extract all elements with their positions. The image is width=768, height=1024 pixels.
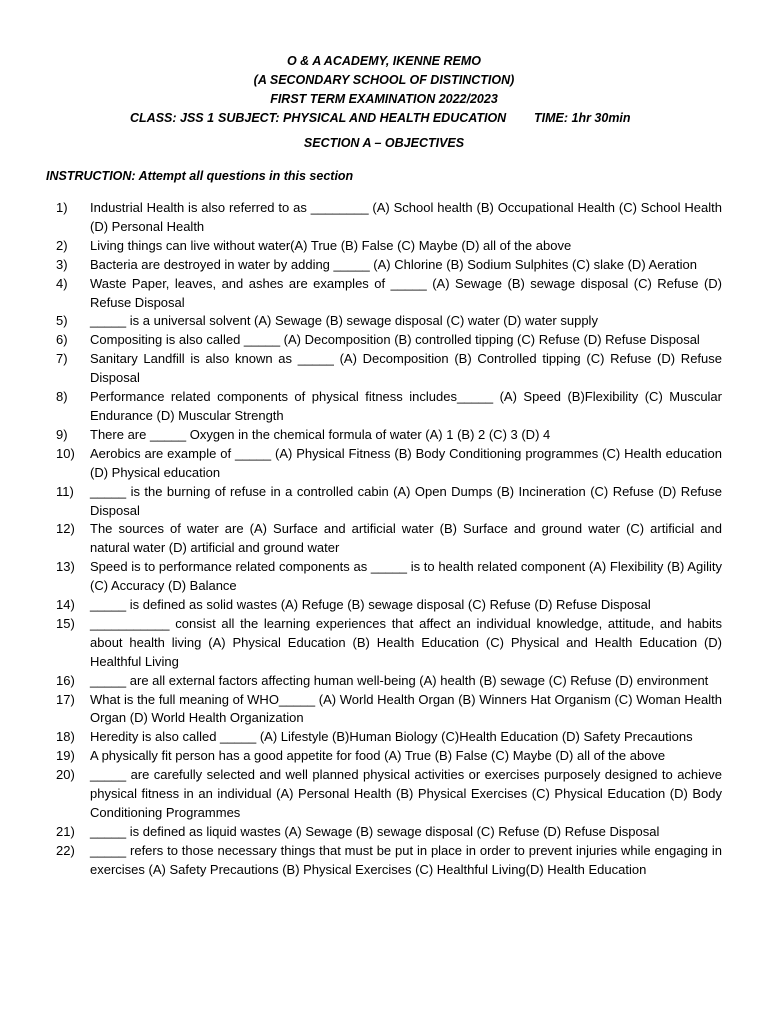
exam-header <box>0 52 768 128</box>
question-text: Sanitary Landfill is also known as _____ (A) Decomposition (B) Controlled tipping (C) Refuse (D) Refuse Disposal <box>90 351 722 386</box>
question-number: 12) <box>56 521 75 537</box>
question-text: Performance related components of physical fitness includes_____ (A) Speed (B)Flexibility (C) Muscular Endurance (D) Muscular Strength <box>90 389 722 423</box>
question-text: Heredity is also called _____ (A) Lifestyle (B)Human Biology (C)Health Education (D) Safety Precautions <box>90 729 693 745</box>
question-number: 4) <box>56 275 68 291</box>
question-text: Bacteria are destroyed in water by adding _____ (A) Chlorine (B) Sodium Sulphites (C) slake (D) Aeration <box>90 256 697 272</box>
question-item <box>56 558 722 596</box>
question-text: Living things can live without water(A) True (B) False (C) Maybe (D) all of the above <box>90 237 572 253</box>
question-number: 13) <box>56 559 75 575</box>
question-text: Industrial Health is also referred to as ________ (A) School health (B) Occupational Health (C) School Health (D) Personal Health <box>90 200 722 234</box>
question-number: 11) <box>56 483 74 499</box>
subject-label: SUBJECT: PHYSICAL AND HEALTH EDUCATION <box>218 111 507 125</box>
question-text: _____ is defined as liquid wastes (A) Sewage (B) sewage disposal (C) Refuse (D) Refuse Disposal <box>90 823 660 839</box>
question-number: 20) <box>56 767 75 783</box>
question-text: The sources of water are (A) Surface and artificial water (B) Surface and ground water (C) artificial and natural water (D) artificial and ground water <box>90 521 722 556</box>
question-number: 14) <box>56 597 75 613</box>
question-text: _____ is defined as solid wastes (A) Refuge (B) sewage disposal (C) Refuse (D) Refuse Disposal <box>90 597 651 613</box>
question-item <box>56 312 722 331</box>
instruction: INSTRUCTION: Attempt all questions in this section <box>46 169 354 183</box>
question-number: 15) <box>56 615 75 631</box>
question-number: 2) <box>56 237 68 253</box>
question-text: Aerobics are example of _____ (A) Physical Fitness (B) Body Conditioning programmes (C) Health education (D) Physical education <box>90 445 722 480</box>
question-text: What is the full meaning of WHO_____ (A) World Health Organ (B) Winners Hat Organism (C) Woman Health Organ (D) World Health Organization <box>90 691 722 726</box>
question-text: ___________ consist all the learning experiences that affect an individual knowledge, attitude, and habits about health living (A) Physical Education (B) Health Education (C) Physical and Health Education (D) Healthful Living <box>90 615 722 669</box>
question-number: 22) <box>56 842 75 858</box>
question-item <box>56 237 722 256</box>
question-item <box>56 672 722 691</box>
school-motto: (A SECONDARY SCHOOL OF DISTINCTION) <box>253 73 515 87</box>
question-item <box>56 728 722 747</box>
question-item <box>56 388 722 426</box>
exam-title: FIRST TERM EXAMINATION 2022/2023 <box>270 92 498 106</box>
question-item <box>56 483 722 521</box>
question-text: _____ are carefully selected and well planned physical activities or exercises purposely designed to achieve physical fitness in an individual (A) Personal Health (B) Physical Exercises (C) Physical Education (D) Body Conditioning Programmes <box>90 767 722 820</box>
question-list <box>56 199 722 880</box>
question-text: Waste Paper, leaves, and ashes are examples of _____ (A) Sewage (B) sewage disposal (C) Refuse (D) Refuse Disposal <box>90 275 722 310</box>
question-item <box>56 823 722 842</box>
question-number: 18) <box>56 729 75 745</box>
time-label: TIME: 1hr 30min <box>534 111 631 125</box>
question-item <box>56 445 722 483</box>
class-label: CLASS: JSS 1 <box>130 111 215 125</box>
question-text: There are _____ Oxygen in the chemical formula of water (A) 1 (B) 2 (C) 3 (D) 4 <box>90 426 551 442</box>
question-item <box>56 766 722 823</box>
question-item <box>56 691 722 729</box>
question-number: 16) <box>56 672 75 688</box>
question-number: 10) <box>56 445 75 461</box>
question-text: Speed is to performance related components as _____ is to health related component (A) Flexibility (B) Agility (C) Accuracy (D) Balance <box>90 559 722 594</box>
question-number: 17) <box>56 691 75 707</box>
question-item <box>56 615 722 672</box>
question-text: Compositing is also called _____ (A) Decomposition (B) controlled tipping (C) Refuse (D) Refuse Disposal <box>90 332 700 348</box>
question-item <box>56 520 722 558</box>
question-item <box>56 350 722 388</box>
question-number: 3) <box>56 256 68 272</box>
question-number: 1) <box>56 200 68 215</box>
question-number: 7) <box>56 351 68 367</box>
question-number: 9) <box>56 426 68 442</box>
question-number: 5) <box>56 313 68 329</box>
question-item <box>56 842 722 880</box>
question-number: 21) <box>56 823 75 839</box>
question-text: _____ is the burning of refuse in a controlled cabin (A) Open Dumps (B) Incineration (C) Refuse (D) Refuse Disposal <box>90 483 722 518</box>
question-item <box>56 199 722 237</box>
class-subject-time-line <box>0 109 768 128</box>
question-item <box>56 331 722 350</box>
question-item <box>56 275 722 313</box>
question-text: A physically fit person has a good appetite for food (A) True (B) False (C) Maybe (D) all of the above <box>90 748 666 764</box>
question-number: 8) <box>56 389 68 405</box>
question-item <box>56 747 722 766</box>
question-item <box>56 426 722 445</box>
question-item <box>56 256 722 275</box>
question-text: _____ refers to those necessary things that must be put in place in order to prevent injuries while engaging in exercises (A) Safety Precautions (B) Physical Exercises (C) Healthful Living(D) Health Education <box>90 842 722 877</box>
question-item <box>56 596 722 615</box>
question-number: 19) <box>56 748 75 764</box>
question-text: _____ are all external factors affecting human well-being (A) health (B) sewage (C) Refuse (D) environment <box>90 672 709 688</box>
question-text: _____ is a universal solvent (A) Sewage (B) sewage disposal (C) water (D) water supply <box>90 313 598 329</box>
question-number: 6) <box>56 332 68 348</box>
school-name: O & A ACADEMY, IKENNE REMO <box>286 54 481 68</box>
section-title: SECTION A – OBJECTIVES <box>303 136 465 150</box>
